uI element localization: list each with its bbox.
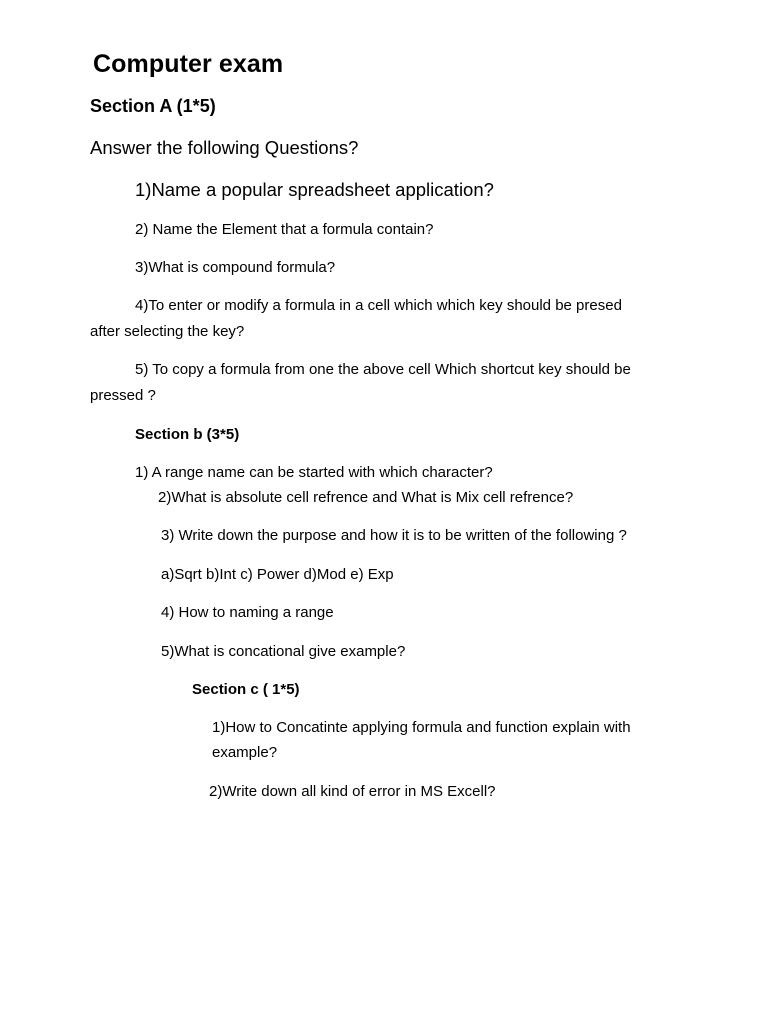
section-c-question-1-cont: example?: [212, 744, 278, 761]
exam-title: Computer exam: [93, 50, 284, 78]
section-a-question-5: 5) To copy a formula from one the above cell Which shortcut key should be: [135, 361, 631, 378]
section-b-question-3-options: a)Sqrt b)Int c) Power d)Mod e) Exp: [161, 566, 394, 583]
section-a-question-2: 2) Name the Element that a formula contain?: [135, 221, 434, 238]
section-c-heading: Section c ( 1*5): [192, 681, 300, 698]
section-a-question-1: 1)Name a popular spreadsheet application?: [135, 179, 494, 200]
section-b-question-4: 4) How to naming a range: [161, 604, 334, 621]
section-a-question-4-cont: after selecting the key?: [90, 323, 245, 340]
section-b-question-2: 2)What is absolute cell refrence and What is Mix cell refrence?: [158, 489, 574, 506]
section-a-instruction: Answer the following Questions?: [90, 137, 359, 158]
section-a-question-5-cont: pressed ?: [90, 387, 156, 404]
section-b-heading: Section b (3*5): [135, 426, 240, 443]
section-c-question-2: 2)Write down all kind of error in MS Excell?: [209, 783, 496, 800]
section-a-question-4: 4)To enter or modify a formula in a cell which which key should be presed: [135, 297, 622, 314]
section-b-question-5: 5)What is concational give example?: [161, 643, 406, 660]
section-b-question-1: 1) A range name can be started with which character?: [135, 464, 493, 481]
section-b-question-3: 3) Write down the purpose and how it is to be written of the following ?: [161, 527, 627, 544]
section-a-heading: Section A (1*5): [90, 96, 216, 116]
section-c-question-1: 1)How to Concatinte applying formula and function explain with: [212, 719, 631, 736]
section-a-question-3: 3)What is compound formula?: [135, 259, 336, 276]
